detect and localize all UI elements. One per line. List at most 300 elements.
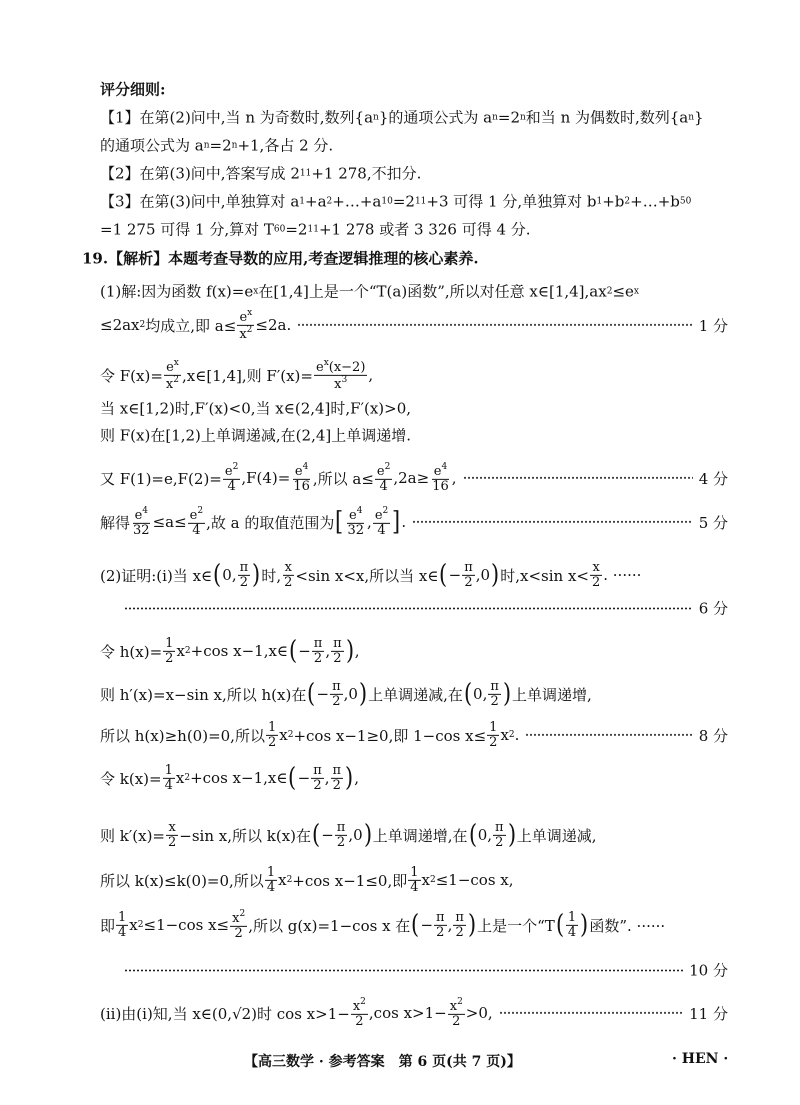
text-run: <sin x<x,所以当 x∈ [295,566,439,585]
text-run: , [367,513,372,531]
text-run: x [129,916,138,934]
numerator [223,463,240,480]
text-run: 2 [436,924,445,940]
text-run: 2 [495,834,504,850]
text-run: − [316,685,330,703]
fraction [163,764,175,792]
text-run: π [436,909,445,925]
superscript: 2 [137,920,144,930]
text-run: 2 [239,574,249,590]
superscript: 2 [184,773,191,783]
dot-leader [124,607,693,609]
denominator [238,576,250,590]
superscript: 4 [356,505,363,516]
text-run: +1,各占 2 分. [237,136,334,155]
numerator [265,866,277,881]
text-run: (1)解:因为函数 f(x)=e [100,282,254,301]
text-run: 即 [100,916,116,935]
denominator [331,652,343,666]
fraction [487,721,499,749]
bracket: ( [439,560,448,590]
text-run: (ii)由(i)知,当 x∈(0,√2)时 cos x>1− [100,1004,350,1023]
superscript: 2 [184,646,191,656]
fraction [163,637,175,665]
text-run: 1 [266,864,276,880]
score-label: 10 分 [689,961,728,980]
line-content [100,463,457,493]
fraction [331,764,344,792]
numerator [331,764,344,779]
superscript: 2 [246,324,253,335]
denominator [265,881,277,895]
fraction [566,911,578,939]
fraction [375,463,392,493]
superscript: 2 [508,730,515,740]
text-run: x [168,819,176,835]
denominator [330,695,342,709]
line-content [100,637,360,665]
text-run: ≤1−cos x, [435,871,514,889]
text-run: e [224,463,233,479]
text-line [100,463,728,493]
text-run: e [189,507,198,523]
numerator [448,998,465,1015]
text-run: 2 [355,1013,364,1029]
numerator [230,910,247,927]
denominator [493,836,505,850]
fraction [230,910,247,940]
text-line [100,398,728,419]
bracket: ( [312,820,321,850]
text-line [100,998,728,1028]
denominator [225,480,237,494]
denominator [450,1015,462,1029]
text-run: 评分细则: [100,80,166,99]
score-label: 11 分 [689,1004,728,1023]
subscript: 60 [273,224,286,234]
superscript: 2 [360,996,366,1007]
text-run: 又 F(1)=e,F(2)= [100,469,222,488]
text-run: 2 [489,734,498,750]
fraction [488,680,501,708]
denominator [312,652,324,666]
fraction [351,998,368,1028]
line-content [100,281,639,302]
text-run: ,所以 g(x)=1−cos x 在 [248,916,411,935]
denominator [311,779,323,793]
numerator [283,561,294,576]
text-run: 16 [432,478,449,494]
fraction [311,764,324,792]
numerator [237,309,254,326]
fraction [408,866,420,894]
bracket: ( [213,560,222,590]
text-run: ,所以 a≤ [312,469,374,488]
numerator [266,721,278,736]
fraction [335,821,348,849]
fraction [590,561,602,589]
bracket: ( [289,636,298,666]
text-run: 上单调递减,在 [368,685,463,704]
text-line [100,191,728,212]
text-run: 令 F(x)= [100,366,163,385]
denominator [237,326,254,342]
numerator [311,764,324,779]
fraction [188,507,205,537]
subscript: n [373,112,379,122]
text-run: π [336,819,346,835]
superscript: 2 [239,908,246,919]
fraction [265,866,277,894]
text-run: 上单调递增,在 [372,826,468,845]
text-run: 4 [192,522,201,538]
line-content [100,135,333,156]
fraction [453,911,466,939]
text-run: ≤1−cos x≤ [143,916,230,934]
text-run: − [420,916,434,934]
text-run: e [294,463,303,479]
fraction [166,821,178,849]
text-run: 4 [266,879,276,895]
text-run: 2 [284,574,293,590]
text-run: − [448,566,462,584]
denominator [116,926,128,940]
text-line [100,637,728,665]
numerator [434,911,447,926]
text-run: =1 275 可得 1 分,算对 T [100,220,274,239]
line-content [100,561,641,589]
text-run: π [455,909,464,925]
text-run: 2 [333,650,342,666]
numerator [373,507,390,524]
denominator [266,736,278,750]
text-run: } [694,108,704,126]
text-run: 4 [377,522,386,538]
text-run: 所以 h(x)≥h(0)=0,所以 [100,726,265,745]
text-run: , [354,642,360,660]
superscript: x [253,286,259,296]
text-run: x [421,871,430,889]
bracket: ) [502,679,512,709]
text-run: 解得 [100,513,131,532]
denominator [453,926,465,940]
text-run: ≤e [612,282,634,300]
text-run: 4 [379,478,388,494]
bracket: ) [345,636,354,666]
text-run: =2 [392,192,415,210]
text-run: }的通项公式为 a [378,108,493,127]
footer-code: · HEN · [672,1051,729,1067]
superscript: x [173,357,179,368]
line-content [100,764,359,792]
superscript: 2 [139,320,146,330]
line-content [100,821,597,849]
denominator [487,736,499,750]
fraction [330,680,343,708]
bracket: ) [467,910,477,940]
text-run: 2 [452,1013,461,1029]
fraction [282,561,294,589]
text-run: 时,x<sin x< [500,566,589,585]
text-run: +3 可得 1 分,单独算对 b [426,192,597,211]
numerator [453,911,466,926]
fraction [448,998,465,1028]
text-run: , [447,916,453,934]
text-run: 令 k(x)= [100,769,162,788]
text-run: π [313,762,322,778]
line-content [100,866,514,894]
numerator [335,821,348,836]
subscript: n [203,140,210,150]
text-run: , [324,769,330,787]
line-content [100,107,704,128]
denominator [378,480,390,494]
text-run: +cos x−1,x∈ [190,642,289,660]
text-run: 时, [261,566,282,585]
text-run: ,0 [343,685,358,703]
text-run: , [354,769,359,787]
text-run: x [279,726,288,744]
subscript: 10 [381,196,393,206]
score-label: 5 分 [698,513,728,532]
text-run: 32 [347,522,365,538]
denominator [233,927,245,941]
text-line [100,561,728,589]
fraction [131,507,152,537]
superscript: 4 [302,461,309,472]
text-run: 16 [293,478,310,494]
score-label: 8 分 [698,726,728,745]
text-run: e [315,359,324,375]
subscript: n [492,112,498,122]
text-run: 当 x∈[1,2)时,F′(x)<0,当 x∈(2,4]时,F′(x)>0, [100,399,412,418]
text-run: . ······ [603,566,642,584]
fraction [314,359,367,391]
text-run: 则 k′(x)= [100,826,165,845]
superscript: 2 [429,875,436,885]
numerator [408,866,420,881]
text-run: 【2】在第(3)问中,答案写成 2 [100,164,300,183]
text-run: (2)证明:(i)当 x∈ [100,566,213,585]
text-run: x [175,769,185,787]
text-run: >0, [465,1004,493,1022]
superscript: n [520,112,526,122]
line-content [100,680,592,708]
denominator [488,695,500,709]
denominator [335,836,347,850]
text-line [118,598,728,619]
dot-leader [525,734,692,736]
text-run: π [495,819,504,835]
denominator [430,480,451,494]
score-label: 1 分 [698,316,728,335]
text-run: ≤2a. [255,316,292,334]
text-run: , [451,469,457,487]
text-run: 1 [118,909,127,925]
bracket: ) [491,560,500,590]
numerator [566,911,578,926]
text-run: 2 [455,924,464,940]
fraction [291,463,312,493]
denominator [434,926,446,940]
text-line [100,866,728,894]
text-run: 2 [336,834,346,850]
text-run: x [284,559,292,575]
text-run: 2 [234,925,243,941]
text-run: 2 [168,834,177,850]
footer-page-info: 【高三数学 · 参考答案 第 6 页(共 7 页)】 [244,1054,521,1070]
text-run: +…+a [332,192,382,210]
fraction [462,561,475,589]
line-content [100,721,519,749]
text-run: 上单调递减, [516,826,597,845]
numerator [116,911,128,926]
fraction [331,637,344,665]
bracket: ) [252,560,261,590]
text-run: x [334,376,342,392]
text-run: =2 [285,220,308,238]
text-run: x [165,376,174,392]
text-run: π [332,678,341,694]
denominator [346,524,367,538]
bracket: ] [392,507,401,537]
denominator [331,779,343,793]
text-run: ,故 a 的取值范围为 [206,513,335,532]
text-run: 【1】在第(2)问中,当 n 为奇数时,数列{a [100,108,374,127]
superscript: n [231,140,238,150]
numerator [314,359,367,376]
text-run: 2 [332,693,341,709]
superscript: 4 [142,505,148,516]
text-run: 上是一个“T [477,916,555,935]
superscript: 2 [606,286,613,296]
text-line [100,425,728,446]
text-line [100,135,728,156]
text-run: ,2a≥ [393,469,430,487]
text-run: , [325,642,331,660]
text-run: +a [305,192,327,210]
superscript: 2 [287,730,294,740]
text-run: e [374,507,383,523]
text-run: e [349,507,357,523]
numerator [462,561,475,576]
denominator [282,576,294,590]
text-run: 32 [133,522,150,538]
numerator [238,561,251,576]
text-line [100,359,728,391]
denominator [408,881,420,895]
text-line [100,309,728,341]
text-run: , [368,366,374,384]
text-run: ,0 [475,566,491,584]
numerator [163,637,175,652]
subscript: 1 [596,196,603,206]
denominator [163,779,175,793]
text-run: 1 [165,635,174,651]
line-content [100,998,493,1028]
text-run: 和当 n 为偶数时,数列{a [525,108,689,127]
text-run: 上单调递增, [512,685,592,704]
bracket: ( [468,820,477,850]
denominator [590,576,602,590]
text-run: 的通项公式为 a [100,136,204,155]
text-run: e [134,507,143,523]
superscript: 2 [173,374,179,385]
superscript: 2 [232,461,239,472]
numerator [375,463,392,480]
text-run: +1 278,不扣分. [311,164,422,183]
text-run: − [321,826,334,844]
subscript: 50 [679,196,692,206]
bracket: ) [358,679,368,709]
bracket: ) [580,910,589,940]
text-run: x [592,559,600,575]
subscript: 1 [299,196,306,206]
text-run: x [278,871,287,889]
superscript: 3 [341,374,348,385]
text-run: 19.【解析】本题考查导数的应用,考查逻辑推理的核心素养. [82,249,479,268]
text-run: 0, [473,685,488,703]
text-run: 2 [490,693,499,709]
text-line [100,721,728,749]
text-run: 2 [267,734,277,750]
text-run: 函数”. ······ [589,916,666,935]
text-run: −sin x,所以 k(x)在 [179,826,312,845]
bracket: ) [363,820,372,850]
dot-leader [463,477,693,479]
numerator [347,507,364,524]
superscript: 11 [307,224,319,234]
line-content [100,359,373,391]
text-run: π [333,635,342,651]
text-run: 2 [313,650,323,666]
superscript: 2 [384,461,391,472]
text-run: 1 [567,909,577,925]
line-content [100,425,411,446]
text-run: +…+b [630,192,680,210]
numerator [331,637,344,652]
line-content [100,191,691,212]
text-run: =2 [209,136,232,154]
text-run: 在[1,4]上是一个“T(a)函数”,所以对任意 x∈[1,4],ax [258,282,607,301]
text-run: π [239,559,249,575]
dot-leader [412,521,692,523]
denominator [190,524,202,538]
text-line [118,960,728,981]
text-run: 1 [164,762,173,778]
superscript: 2 [286,875,293,885]
text-run: 2 [591,574,601,590]
text-run: ,x∈[1,4],则 F′(x)= [182,366,313,385]
denominator [332,376,349,392]
text-line [82,248,728,269]
text-run: 1 [410,864,419,880]
text-run: 4 [567,924,577,940]
superscript: x [633,286,639,296]
text-run: 2 [313,777,322,793]
text-run: 令 h(x)= [100,642,163,661]
bracket: ) [507,820,516,850]
text-run: 1 [267,719,277,735]
superscript: x [323,357,329,368]
text-run: e [166,359,174,375]
text-run: − [297,769,311,787]
subscript: 2 [326,196,333,206]
text-run: +cos x−1,x∈ [190,769,288,787]
text-run: x [176,642,185,660]
numerator [487,721,499,736]
text-line [100,507,728,537]
